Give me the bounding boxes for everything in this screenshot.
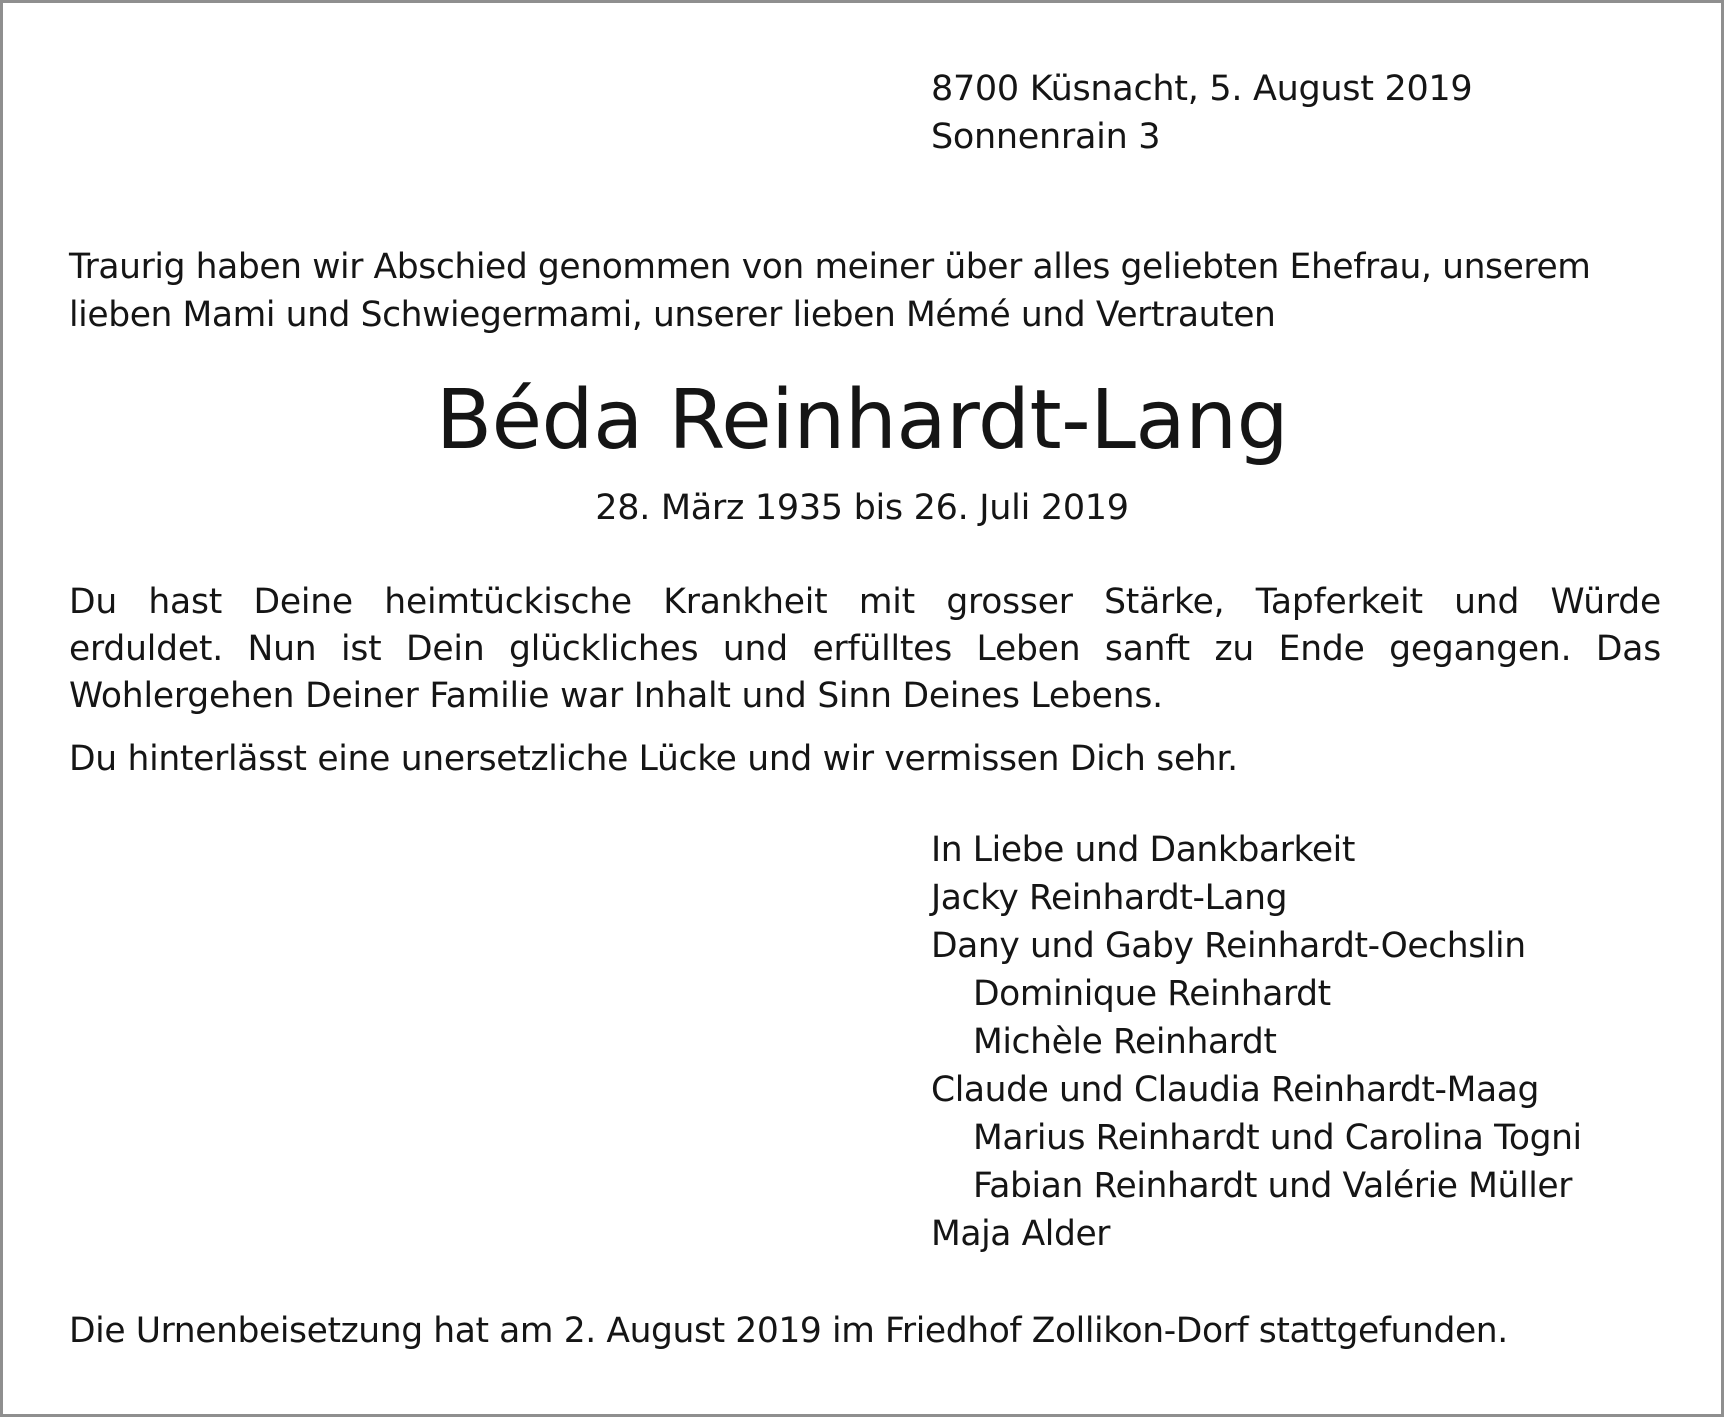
tribute-line: Du hast Deine heimtückische Krankheit mit grosser Stärke, Tapferkeit und Würde (69, 582, 1661, 622)
signature-name: Dany und Gaby Reinhardt-Oechslin (931, 926, 1526, 966)
street-line: Sonnenrain 3 (931, 117, 1161, 157)
signature-name: Dominique Reinhardt (973, 974, 1331, 1014)
intro-line: Traurig haben wir Abschied genommen von meiner über alles geliebten Ehefrau, unserem (69, 247, 1591, 287)
signature-heading: In Liebe und Dankbarkeit (931, 830, 1355, 870)
signature-block (931, 826, 1582, 1258)
place-date-line: 8700 Küsnacht, 5. August 2019 (931, 69, 1473, 109)
tribute-paragraph (69, 579, 1661, 720)
tribute-line: Wohlergehen Deiner Familie war Inhalt und Sinn Deines Lebens. (69, 676, 1163, 716)
deceased-name: Béda Reinhardt-Lang (435, 373, 1289, 468)
signature-name: Michèle Reinhardt (973, 1022, 1277, 1062)
signature-name: Fabian Reinhardt und Valérie Müller (973, 1166, 1572, 1206)
tribute-closing-line: Du hinterlässt eine unersetzliche Lücke und wir vermissen Dich sehr. (69, 739, 1238, 779)
tribute-line: erduldet. Nun ist Dein glückliches und erfülltes Leben sanft zu Ende gegangen. Das (69, 629, 1661, 669)
signature-name: Jacky Reinhardt-Lang (931, 878, 1288, 918)
intro-line: lieben Mami und Schwiegermami, unserer lieben Mémé und Vertrauten (69, 295, 1276, 335)
signature-name: Claude und Claudia Reinhardt-Maag (931, 1070, 1539, 1110)
burial-notice: Die Urnenbeisetzung hat am 2. August 2019 im Friedhof Zollikon-Dorf stattgefunden. (69, 1311, 1508, 1351)
address-block (931, 65, 1472, 161)
signature-name: Marius Reinhardt und Carolina Togni (973, 1118, 1582, 1158)
intro-text (69, 243, 1661, 339)
signature-name: Maja Alder (931, 1214, 1111, 1254)
life-dates: 28. März 1935 bis 26. Juli 2019 (595, 488, 1129, 528)
